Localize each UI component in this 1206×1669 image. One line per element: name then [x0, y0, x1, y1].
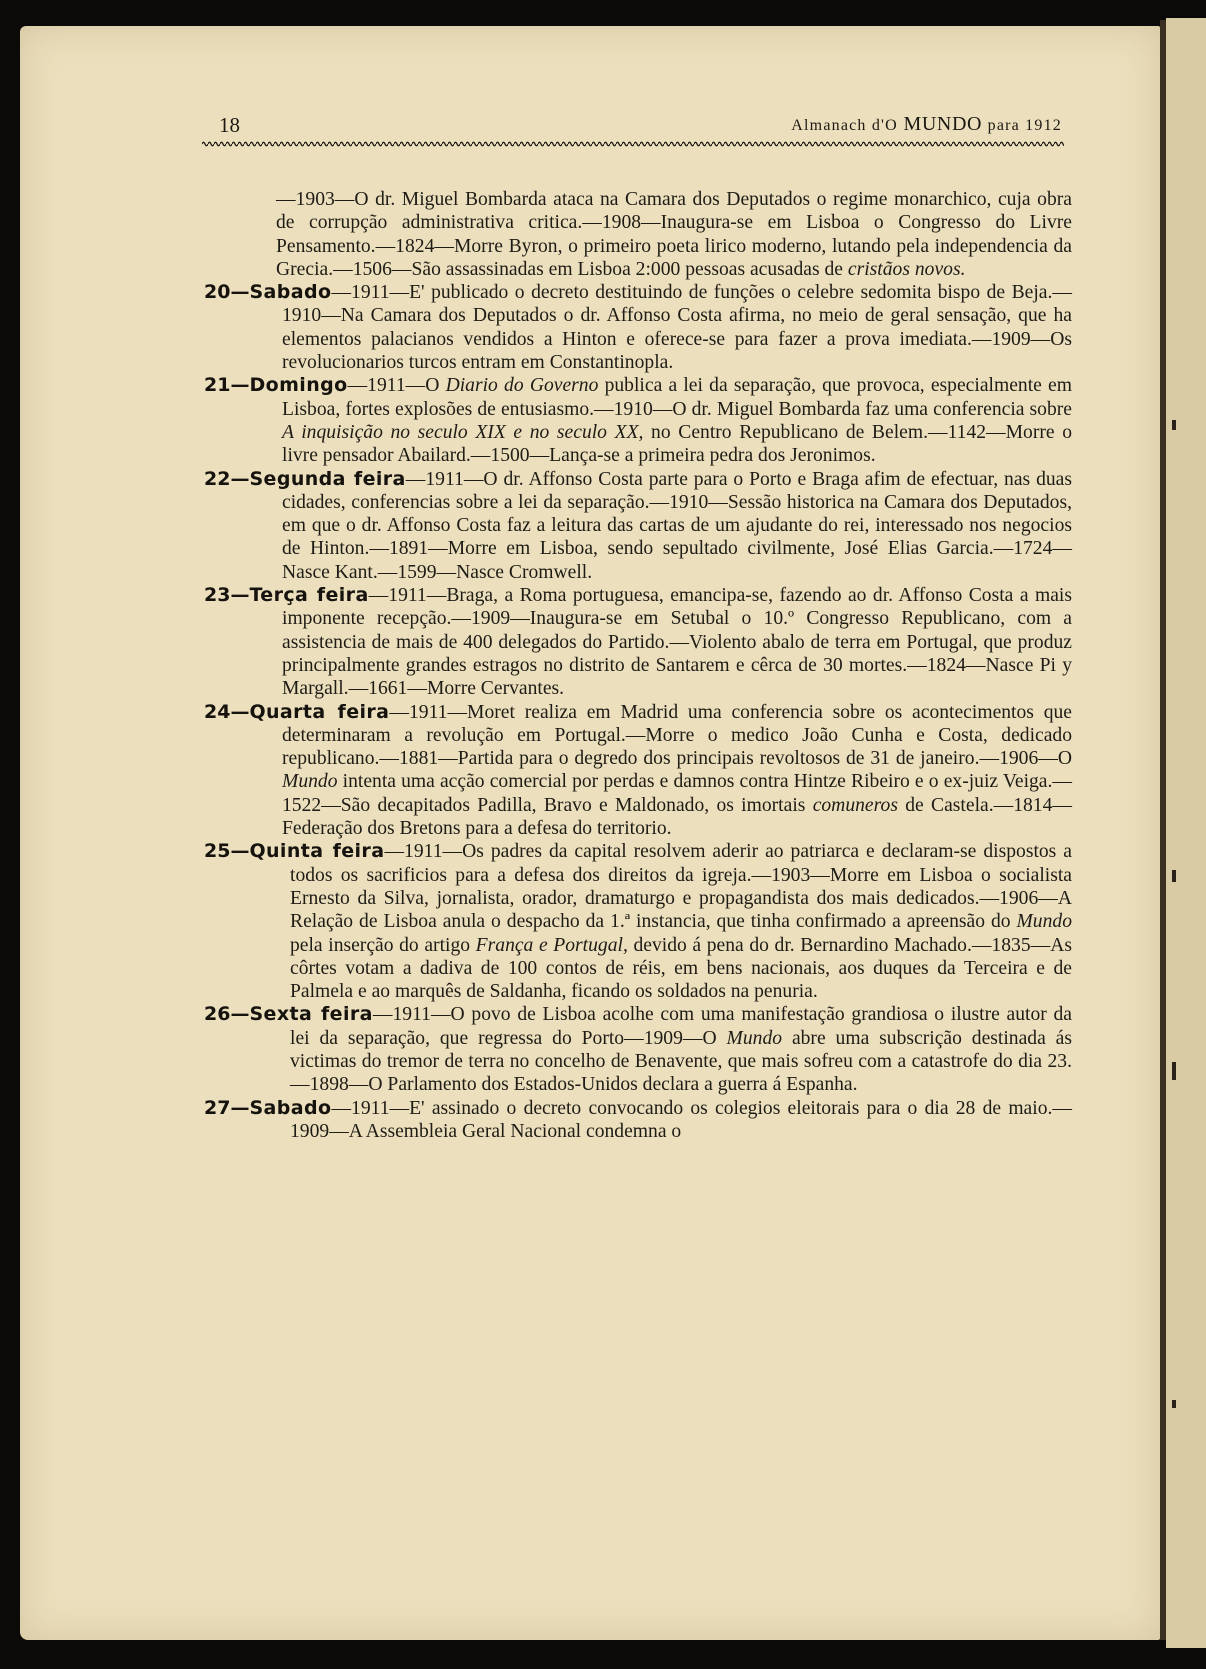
running-header	[198, 113, 1062, 139]
day-name: Sabado	[249, 281, 332, 304]
entry-text: pela inserção do artigo	[290, 934, 476, 956]
entry-text: abre uma subscrição destinada ás victimas do tremor de terra no concelho de Benavente, que mais sofreu com a catastrofe do dia 23.—1898—O Parlamento dos Estados-Unidos declara a guerra á Espanha.	[290, 1027, 1072, 1096]
day-number: 25—	[204, 840, 250, 863]
entry-text: —1911—Os padres da capital resolvem aderir ao patriarca e declaram-se dispostos a todos os sacrificios para a defesa dos direitos da igreja.—1903—Morre em Lisboa o socialista Ernesto da Silva, jornalista, orador, dramaturgo e propagandista dos mais dedicados.—1906—A Relação de Lisboa anula o despacho da 1.ª instancia, que tinha confirmado a apreensão do	[290, 841, 1072, 933]
entry-italic: Mundo	[282, 771, 338, 793]
day-entry-20	[204, 281, 1072, 374]
entry-italic: Mundo	[726, 1027, 783, 1049]
running-title-caps: MUNDO	[903, 113, 983, 135]
entry-text: —1911—O	[347, 375, 446, 397]
entry-italic: cristãos novos.	[847, 258, 966, 280]
day-name: Quarta feira	[249, 700, 390, 723]
running-title-tail: para 1912	[987, 117, 1062, 134]
day-number: 24—	[204, 700, 250, 723]
day-number: 23—	[204, 584, 250, 607]
day-entry-23	[204, 584, 1072, 700]
entry-text: —1911—O dr. Affonso Costa parte para o Porto e Braga afim de efectuar, nas duas cidades, conferencias sobre a lei da separação.—1910—Sessão historica na Camara dos Deputados, em que o dr. Affonso Costa faz a leitura das cartas de um ajudante do rei, interessado nos negocios de Hinton.—1891—Morre em Lisboa, sendo sepultado civilmente, José Elias Garcia.—1724—Nasce Kant.—1599—Nasce Cromwell.	[282, 468, 1072, 583]
day-number: 21—	[204, 374, 250, 397]
day-name: Domingo	[249, 374, 348, 397]
entry-text: no Centro Republicano de Belem.—1142—Morre o livre pensador Abailard.—1500—Lança-se a primeira pedra dos Jeronimos.	[282, 421, 1073, 467]
entry-italic: comuneros	[812, 794, 898, 816]
day-name: Terça feira	[249, 584, 369, 607]
entry-text: —1903—O dr. Miguel Bombarda ataca na Camara dos Deputados o regime monarchico, cuja obra de corrupção administrativa critica.—1908—Inaugura-se em Lisboa o Congresso do Livre Pensamento.—1824—Morre Byron, o primeiro poeta lirico moderno, lutando pela independencia da Grecia.—1506—São assassinadas em Lisboa 2:000 pessoas acusadas de	[276, 189, 1072, 280]
entry-text: —1911—E' publicado o decreto destituindo de funções o celebre sedomita bispo de Beja.—1910—Na Camara dos Deputados o dr. Affonso Costa afirma, no meio de geral sensação, que ha elementos palacianos vendidos a Hinton e oferece-se para fazer a prova imediata.—1909—Os revolucionarios turcos entram em Constantinopla.	[282, 282, 1072, 374]
entry-text: —1911—Moret realiza em Madrid uma conferencia sobre os acontecimentos que determinaram a revolução em Portugal.—Morre o medico João Cunha e Costa, dedicado republicano.—1881—Partida para o degredo dos principais revoltosos de 31 de janeiro.—1906—O	[282, 701, 1073, 770]
day-entry-22	[204, 468, 1072, 584]
entry-continuation	[204, 188, 1072, 281]
day-number: 27—	[204, 1096, 250, 1119]
page-number: 18	[219, 113, 240, 137]
day-entry-26	[204, 1003, 1072, 1096]
day-number: 22—	[204, 467, 250, 490]
day-name: Sexta feira	[249, 1003, 373, 1026]
entry-text: intenta uma acção comercial por perdas e damnos contra Hintze Ribeiro e o ex-juiz Veiga.—1522—São decapitados Padilla, Bravo e Maldonado, os imortais	[282, 771, 1072, 816]
day-entry-27	[204, 1097, 1072, 1144]
day-name: Quinta feira	[249, 840, 385, 863]
edge-mark	[1172, 1400, 1176, 1408]
entry-italic: França e Portugal,	[475, 934, 628, 956]
edge-mark	[1172, 420, 1176, 430]
wavy-header-rule	[202, 140, 1064, 148]
day-entry-25	[204, 840, 1072, 1003]
day-entry-21	[204, 374, 1072, 467]
day-entry-24	[204, 701, 1072, 841]
day-number: 20—	[204, 281, 250, 304]
day-number: 26—	[204, 1003, 250, 1026]
entry-text: —1911—Braga, a Roma portuguesa, emancipa-se, fazendo ao dr. Affonso Costa a mais imponente recepção.—1909—Inaugura-se em Setubal o 10.º Congresso Republicano, com a assistencia de mais de 400 delegados do Partido.—Violento abalo de terra em Portugal, que produz principalmente grandes estragos no distrito de Santarem e cêrca de 30 mortes.—1824—Nasce Pi y Margall.—1661—Morre Cervantes.	[282, 585, 1072, 700]
entry-italic: Diario do Governo	[445, 375, 599, 397]
running-title	[791, 113, 1062, 136]
entry-text: de Castela.—1814—Federação dos Bretons para a defesa do territorio.	[282, 794, 1072, 840]
edge-mark	[1172, 870, 1176, 882]
entry-italic: Mundo	[1016, 911, 1072, 933]
day-name: Sabado	[249, 1096, 332, 1119]
almanac-body	[204, 188, 1072, 1143]
entry-text: —1911—O povo de Lisboa acolhe com uma manifestação grandiosa o ilustre autor da lei da separação, que regressa do Porto—1909—O	[290, 1004, 1072, 1049]
edge-mark	[1172, 1062, 1176, 1080]
day-name: Segunda feira	[249, 467, 406, 490]
entry-text: devido á pena do dr. Bernardino Machado.—1835—As côrtes votam a dadiva de 100 contos de réis, em bens nacionais, aos duques da Terceira e de Palmela e ao marquês de Saldanha, ficando os soldados na penuria.	[290, 934, 1072, 1003]
running-title-small: Almanach d'O	[791, 117, 898, 134]
entry-italic: A inquisição no seculo XIX e no seculo XX,	[282, 421, 644, 443]
entry-text: publica a lei da separação, que provoca, especialmente em Lisboa, fortes explosões de entusiasmo.—1910—O dr. Miguel Bombarda faz uma conferencia sobre	[282, 375, 1072, 420]
entry-text: —1911—E' assinado o decreto convocando os colegios eleitorais para o dia 28 de maio.—1909—A Assembleia Geral Nacional condemna o	[290, 1097, 1072, 1142]
